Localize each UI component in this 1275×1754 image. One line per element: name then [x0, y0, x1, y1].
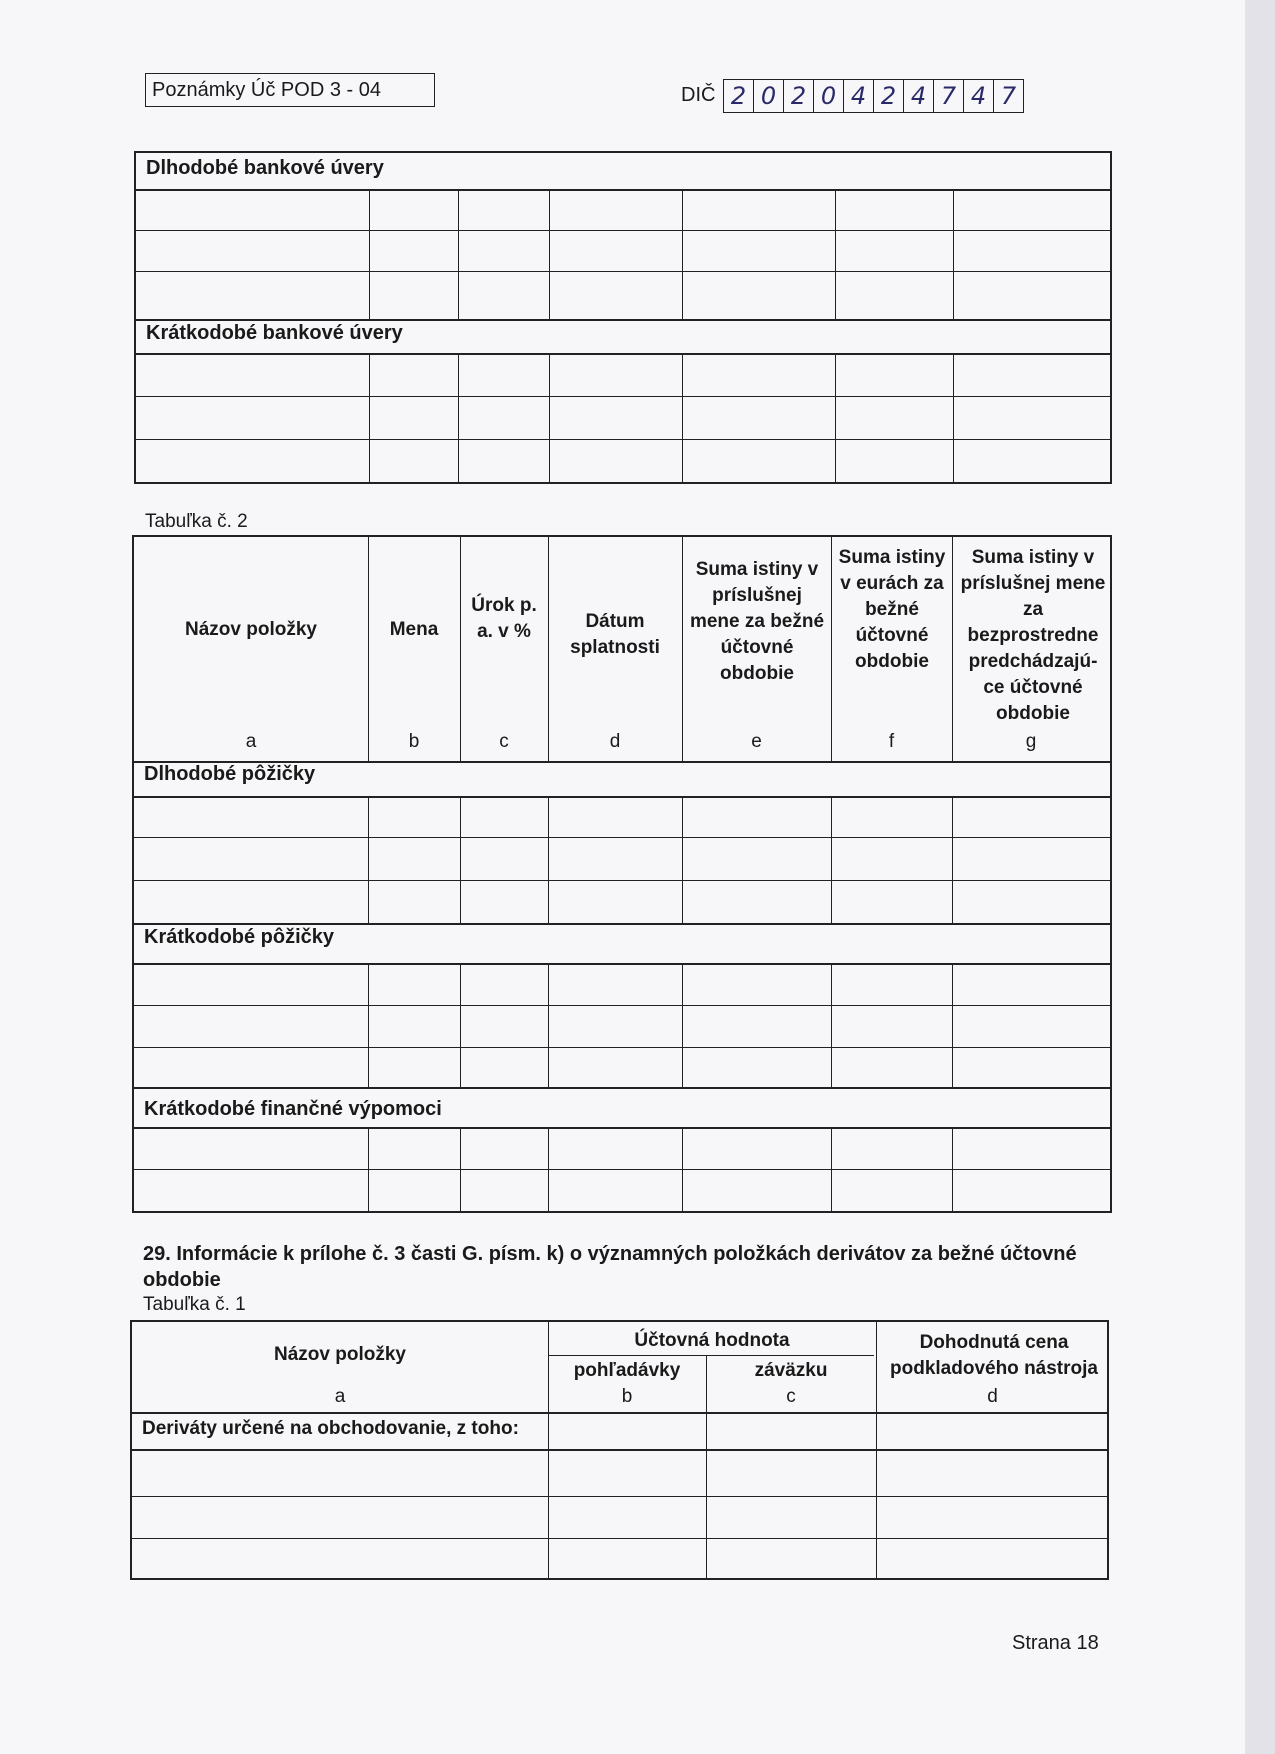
- scan-edge: [1245, 0, 1275, 1754]
- dic-digit: 7: [934, 80, 964, 112]
- short-term-loans-label: Krátkodobé pôžičky: [144, 926, 335, 948]
- col-letter: a: [334, 1386, 346, 1407]
- col-header-receivables: pohľadávky: [573, 1360, 681, 1381]
- dic-digit: 2: [724, 80, 754, 112]
- col-letter: e: [751, 731, 762, 752]
- loans-table: [132, 535, 1112, 1213]
- col-letter: b: [408, 731, 420, 752]
- derivatives-trading-label: Deriváty určené na obchodovanie, z toho:: [142, 1418, 519, 1439]
- col-header-agreed-price: Dohodnutá cena podkladového nástroja: [890, 1332, 1098, 1379]
- col-header-principal-eur: Suma istiny v eurách za bežné účtovné obdobie: [838, 547, 946, 672]
- dic-digit: 2: [784, 80, 814, 112]
- form-identifier: Poznámky Úč POD 3 - 04: [145, 73, 435, 107]
- col-header-principal-currency: Suma istiny v príslušnej mene za bežné účtovné obdobie: [689, 559, 825, 684]
- dic-digit: 7: [1000, 82, 1017, 110]
- section-29-heading: 29. Informácie k prílohe č. 3 časti G. písm. k) o významných položkách derivátov za bežné účtovné obdobie: [143, 1243, 1077, 1291]
- col-header-currency: Mena: [389, 619, 439, 640]
- col-letter: d: [987, 1386, 998, 1407]
- col-header-maturity: Dátum splatnosti: [570, 611, 660, 658]
- table2-caption: Tabuľka č. 2: [145, 511, 248, 532]
- dic-digit: 4: [964, 80, 994, 112]
- short-term-financial-aid-label: Krátkodobé finančné výpomoci: [144, 1098, 442, 1120]
- col-letter: a: [245, 731, 257, 752]
- col-letter: b: [621, 1386, 633, 1407]
- col-letter: c: [499, 731, 509, 752]
- dic-digit: 4: [904, 80, 934, 112]
- col-header-interest: Úrok p. a. v %: [471, 595, 537, 642]
- long-term-bank-loans-label: Dlhodobé bankové úvery: [146, 157, 384, 179]
- col-letter: g: [1025, 731, 1037, 752]
- derivatives-table: [130, 1320, 1109, 1580]
- page-number: Strana 18: [1012, 1632, 1099, 1654]
- col-letter: f: [888, 731, 895, 752]
- dic-digit: 4: [844, 80, 874, 112]
- col-header-name: Názov položky: [274, 1344, 406, 1365]
- dic-digit: 0: [814, 80, 844, 112]
- dic-field: [723, 79, 1024, 113]
- dic-label: DIČ: [681, 84, 716, 106]
- long-term-loans-label: Dlhodobé pôžičky: [144, 763, 316, 785]
- col-header-accounting-value: Účtovná hodnota: [634, 1330, 790, 1351]
- col-header-name: Názov položky: [185, 619, 317, 640]
- short-term-bank-loans-label: Krátkodobé bankové úvery: [146, 322, 403, 344]
- col-letter: d: [609, 731, 621, 752]
- col-header-liabilities: záväzku: [754, 1360, 828, 1381]
- col-letter: c: [786, 1386, 796, 1407]
- col-header-principal-prev: Suma istiny v príslušnej mene za bezprostredne predchádzajú- ce účtovné obdobie: [960, 547, 1106, 724]
- section29-table-caption: Tabuľka č. 1: [143, 1294, 246, 1315]
- bank-loans-table: [134, 151, 1112, 484]
- dic-digit: 0: [754, 80, 784, 112]
- dic-digit: 2: [874, 80, 904, 112]
